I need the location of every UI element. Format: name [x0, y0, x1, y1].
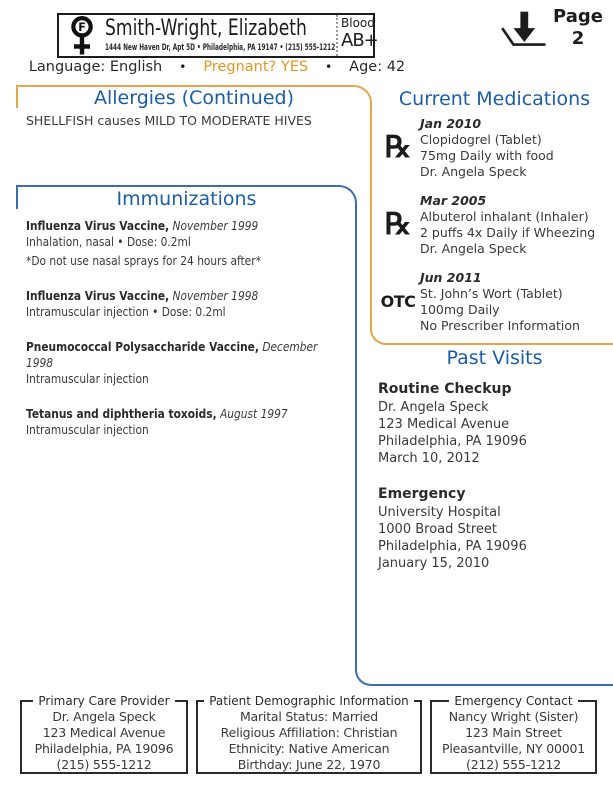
- patient-identity: [105, 15, 336, 56]
- rx-icon: ℞: [384, 130, 412, 165]
- medication-details: [420, 193, 595, 257]
- allergies-section-title: Allergies (Continued): [93, 87, 294, 109]
- immunization-item: [26, 339, 347, 387]
- past-visits-section-title: Past Visits: [446, 347, 543, 369]
- visit-item: [378, 486, 608, 572]
- immunization-title-line: Influenza Virus Vaccine, November 1999: [26, 218, 259, 233]
- visit-type: Emergency: [378, 486, 466, 502]
- allergy-item: SHELLFISH causes MILD TO MODERATE HIVES: [26, 113, 312, 128]
- provider-city: Philadelphia, PA 19096: [34, 741, 174, 756]
- visit-provider: University Hospital: [378, 505, 501, 520]
- pregnant-status: Pregnant? YES: [203, 59, 309, 75]
- page-word: Page: [553, 6, 603, 27]
- past-visits-list: [378, 381, 608, 591]
- immunization-note: *Do not use nasal sprays for 24 hours after*: [26, 253, 261, 268]
- medication-item: [376, 116, 610, 180]
- provider-phone: (215) 555-1212: [56, 757, 152, 772]
- visit-city: Philadelphia, PA 19096: [378, 539, 527, 554]
- medication-date: Mar 2005: [420, 193, 487, 208]
- immunization-detail: Intramuscular injection: [26, 371, 149, 386]
- otc-badge: OTC: [380, 292, 416, 311]
- religious-affiliation: Religious Affiliation: Christian: [220, 725, 398, 740]
- page-number-label: [553, 6, 603, 50]
- ethnicity: Ethnicity: Native American: [228, 741, 390, 756]
- provider-street: 123 Medical Avenue: [42, 725, 166, 740]
- immunizations-border-tail: [355, 669, 613, 686]
- marital-status: Marital Status: Married: [239, 709, 379, 724]
- medication-item: [376, 193, 610, 257]
- immunization-title-line: Influenza Virus Vaccine, November 1998: [26, 288, 259, 303]
- medication-date: Jun 2011: [420, 270, 482, 285]
- age-value: Age: 42: [349, 59, 406, 75]
- visit-street: 1000 Broad Street: [378, 522, 497, 537]
- svg-text:F: F: [78, 20, 86, 34]
- medication-name: St. John’s Wort (Tablet): [420, 286, 563, 301]
- patient-demographic-details: [200, 709, 418, 773]
- medications-section-title: Current Medications: [398, 88, 591, 110]
- medication-dosage: 75mg Daily with food: [420, 148, 554, 163]
- page-indicator: [497, 6, 603, 52]
- patient-demographic-box: [196, 694, 422, 774]
- visit-item: [378, 381, 608, 467]
- medication-name: Clopidogrel (Tablet): [420, 132, 542, 147]
- separator-bullet: •: [179, 60, 187, 74]
- rx-icon: ℞: [384, 207, 412, 242]
- primary-care-provider-legend: Primary Care Provider: [38, 694, 170, 708]
- emergency-contact-details: [434, 709, 593, 773]
- immunizations-section-title: Immunizations: [116, 188, 257, 210]
- visit-date: March 10, 2012: [378, 451, 480, 466]
- language-value: Language: English: [28, 59, 163, 75]
- provider-name: Dr. Angela Speck: [52, 709, 156, 724]
- immunizations-list: [26, 218, 347, 457]
- contact-city: Pleasantville, NY 00001: [442, 741, 585, 756]
- blood-type-value: AB+: [341, 30, 378, 51]
- blood-label: Blood: [341, 16, 375, 30]
- medications-list: [376, 116, 610, 347]
- demographics-bar: [18, 59, 416, 75]
- page-down-arrow-icon: [497, 6, 549, 52]
- medication-details: [420, 116, 554, 180]
- patient-address-line: 1444 New Haven Dr, Apt 5D • Philadelphia, PA 19147 • (215) 555-1212: [105, 43, 336, 53]
- medication-date: Jan 2010: [420, 116, 482, 131]
- visit-street: 123 Medical Avenue: [378, 417, 510, 432]
- medication-name: Albuterol inhalant (Inhaler): [420, 209, 589, 224]
- medication-item: [376, 270, 610, 334]
- female-gender-icon: [59, 15, 105, 56]
- visit-type: Routine Checkup: [378, 381, 512, 397]
- contact-name: Nancy Wright (Sister): [448, 709, 579, 724]
- visit-date: January 15, 2010: [378, 556, 490, 571]
- medication-dosage: 2 puffs 4x Daily if Wheezing: [420, 225, 596, 240]
- visit-city: Philadelphia, PA 19096: [378, 434, 527, 449]
- immunization-item: [26, 218, 347, 269]
- immunization-detail: Inhalation, nasal • Dose: 0.2ml: [26, 234, 191, 249]
- emergency-contact-box: [430, 694, 597, 774]
- blood-type-panel: [336, 15, 378, 56]
- medication-dosage: 100mg Daily: [420, 302, 500, 317]
- medication-prescriber: No Prescriber Information: [420, 318, 580, 333]
- patient-name: Smith-Wright, Elizabeth: [105, 16, 307, 41]
- patient-demographic-legend: Patient Demographic Information: [209, 694, 409, 708]
- birthday: Birthday: June 22, 1970: [237, 757, 381, 772]
- patient-header-box: [57, 13, 378, 58]
- medication-details: [420, 270, 580, 334]
- primary-care-provider-details: [24, 709, 184, 773]
- immunization-detail: Intramuscular injection • Dose: 0.2ml: [26, 304, 226, 319]
- primary-care-provider-box: [20, 694, 188, 774]
- immunization-item: [26, 406, 347, 438]
- visit-provider: Dr. Angela Speck: [378, 400, 489, 415]
- medication-prescriber: Dr. Angela Speck: [420, 241, 527, 256]
- emergency-contact-legend: Emergency Contact: [454, 694, 573, 708]
- separator-bullet: •: [325, 60, 333, 74]
- immunization-title-line: Tetanus and diphtheria toxoids, August 1997: [26, 406, 288, 421]
- contact-street: 123 Main Street: [465, 725, 562, 740]
- immunization-item: [26, 288, 347, 320]
- immunization-detail: Intramuscular injection: [26, 422, 149, 437]
- contact-phone: (212) 555-1212: [466, 757, 561, 772]
- immunization-title-line: Pneumococcal Polysaccharide Vaccine, December 1998: [26, 339, 318, 370]
- medication-prescriber: Dr. Angela Speck: [420, 164, 527, 179]
- page-number: 2: [571, 28, 585, 49]
